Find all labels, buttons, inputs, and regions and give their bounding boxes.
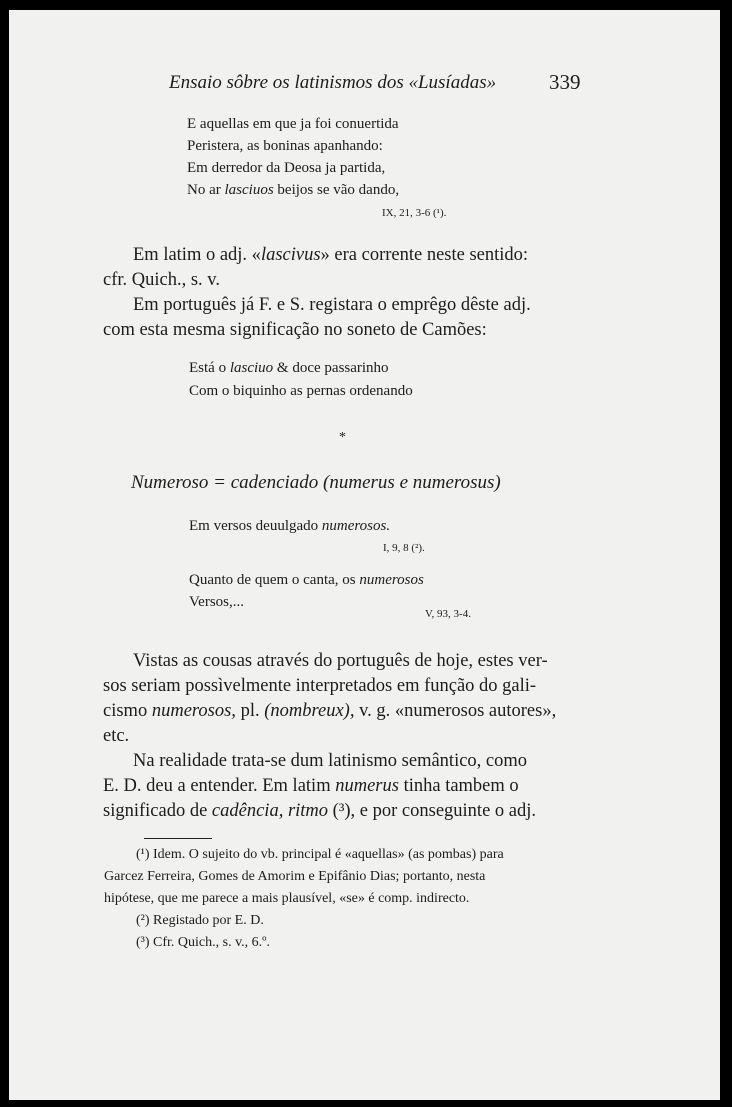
verse-reference: I, 9, 8 (²).	[383, 542, 425, 554]
body-line: significado de cadência, ritmo (³), e por conseguinte o adj.	[103, 801, 537, 821]
footnote-line: hipótese, que me parece a mais plausível, «se» é comp. indirecto.	[104, 891, 470, 906]
footnote-line: Garcez Ferreira, Gomes de Amorim e Epifânio Dias; portanto, nesta	[104, 869, 486, 884]
body-line: etc.	[103, 726, 130, 746]
footnote-line: (³) Cfr. Quich., s. v., 6.º.	[136, 935, 271, 950]
verse-line: E aquellas em que ja foi conuertida	[187, 116, 399, 132]
section-separator: *	[339, 430, 346, 445]
running-header-title: Ensaio sôbre os latinismos dos «Lusíadas»	[169, 72, 497, 93]
body-line: com esta mesma significação no soneto de Camões:	[103, 320, 487, 340]
body-line: Em latim o adj. «lascivus» era corrente neste sentido:	[133, 245, 529, 265]
body-line: Vistas as cousas através do português de hoje, estes ver-	[133, 651, 548, 671]
verse-line: Em versos deuulgado numerosos.	[189, 518, 391, 534]
section-heading: Numeroso = cadenciado (numerus e numerosus)	[131, 472, 501, 493]
verse-line: Está o lasciuo & doce passarinho	[189, 360, 389, 376]
footnote-line: (²) Registado por E. D.	[136, 913, 264, 928]
footnote-divider	[144, 838, 212, 839]
body-line: sos seriam possìvelmente interpretados em função do gali-	[103, 676, 537, 696]
body-line: Em português já F. e S. registara o emprêgo dêste adj.	[133, 295, 531, 315]
verse-line: No ar lasciuos beijos se vão dando,	[187, 182, 400, 198]
book-page	[9, 10, 720, 1100]
verse-line: Versos,...	[189, 594, 244, 610]
body-line: E. D. deu a entender. Em latim numerus tinha tambem o	[103, 776, 519, 796]
body-line: cismo numerosos, pl. (nombreux), v. g. «numerosos autores»,	[103, 701, 557, 721]
body-line: Na realidade trata-se dum latinismo semântico, como	[133, 751, 528, 771]
page-number: 339	[549, 70, 581, 94]
verse-reference: IX, 21, 3-6 (¹).	[382, 207, 447, 219]
body-line: cfr. Quich., s. v.	[103, 270, 220, 290]
footnote-line: (¹) Idem. O sujeito do vb. principal é «aquellas» (as pombas) para	[136, 847, 504, 862]
verse-reference: V, 93, 3-4.	[425, 608, 471, 620]
verse-line: Quanto de quem o canta, os numerosos	[189, 572, 424, 588]
verse-line: Em derredor da Deosa ja partida,	[187, 160, 386, 176]
verse-line: Com o biquinho as pernas ordenando	[189, 383, 413, 399]
verse-line: Peristera, as boninas apanhando:	[187, 138, 383, 154]
